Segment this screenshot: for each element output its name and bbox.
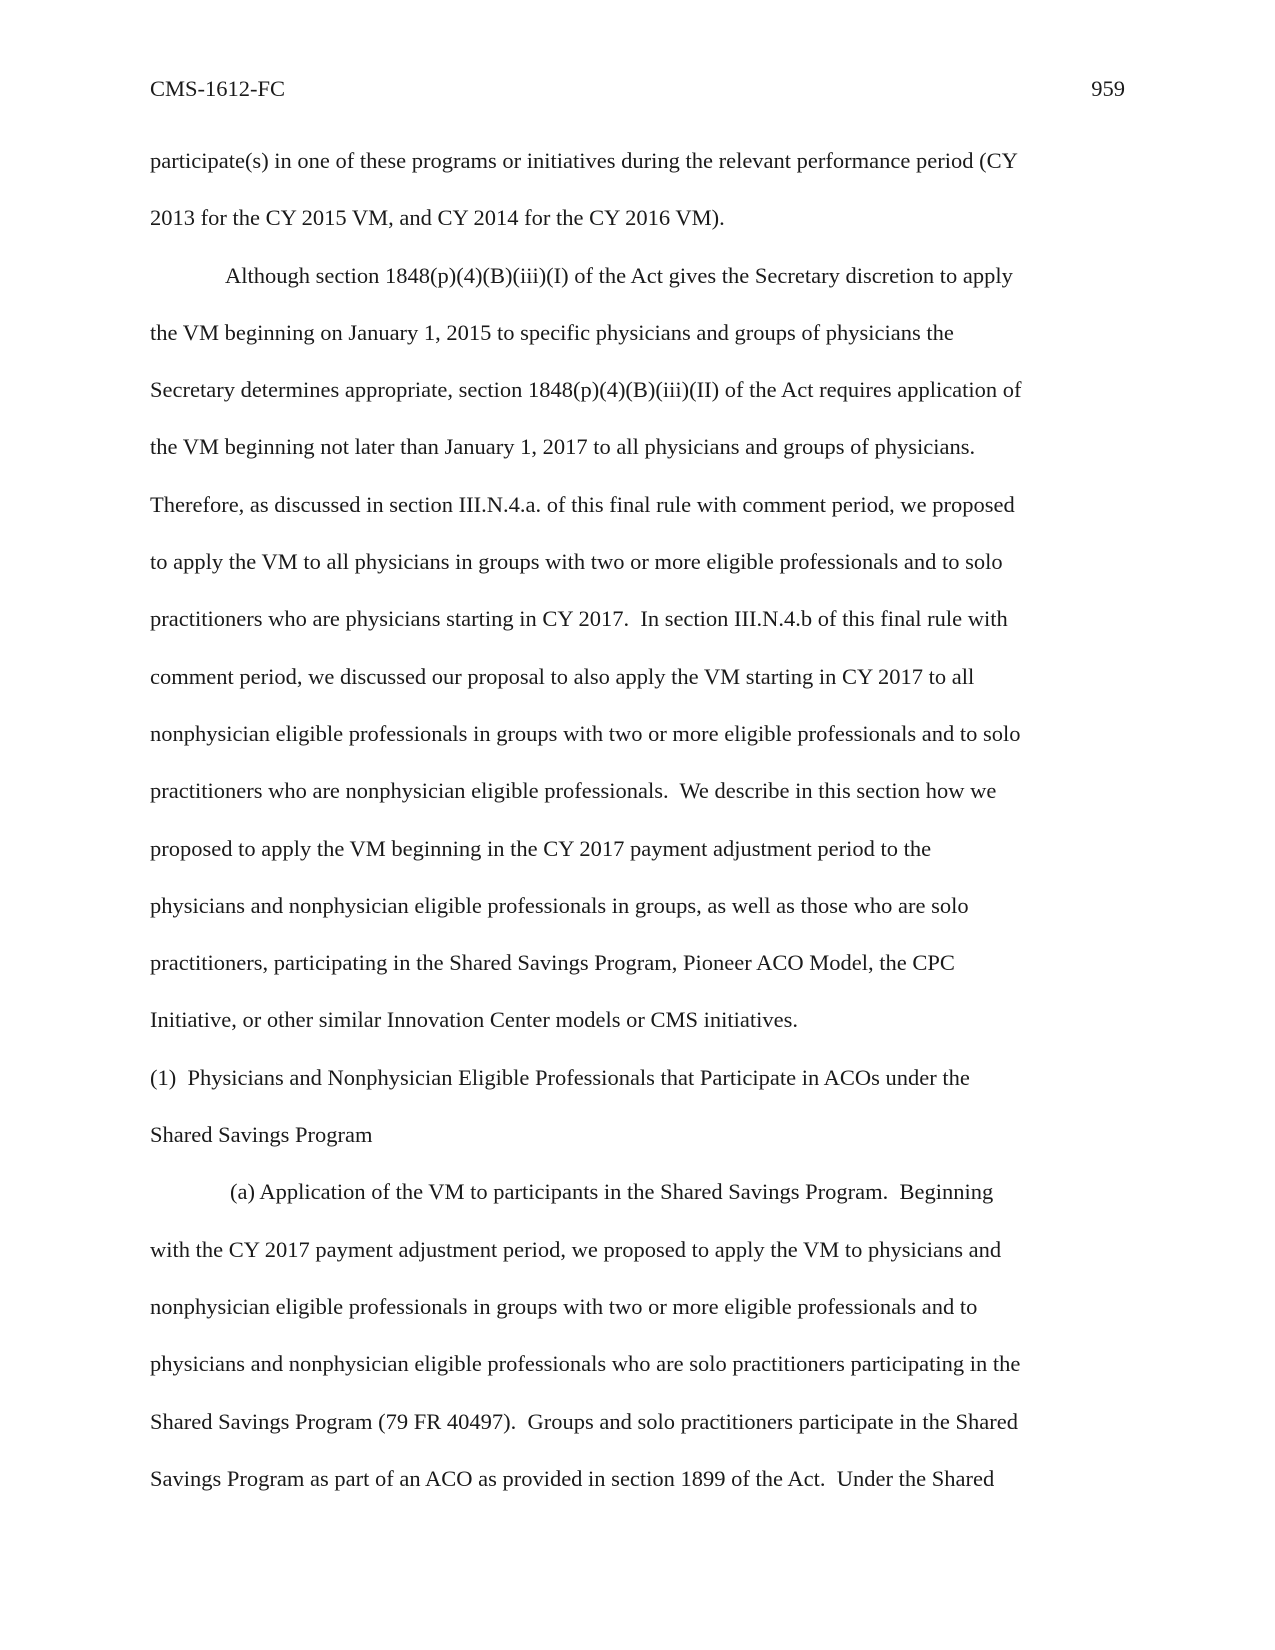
text-line: practitioners who are nonphysician eligible professionals. We describe in this section how we <box>150 778 997 804</box>
section-heading-line: (1) Physicians and Nonphysician Eligible Professionals that Participate in ACOs under the <box>150 1064 970 1090</box>
text-line: Secretary determines appropriate, section 1848(p)(4)(B)(iii)(II) of the Act requires application of <box>150 377 1022 403</box>
text-line: to apply the VM to all physicians in groups with two or more eligible professionals and to solo <box>150 549 1003 575</box>
text-line: practitioners who are physicians starting in CY 2017. In section III.N.4.b of this final rule with <box>150 606 1008 632</box>
text-line: with the CY 2017 payment adjustment period, we proposed to apply the VM to physicians and <box>150 1236 1002 1262</box>
text-line: physicians and nonphysician eligible professionals in groups, as well as those who are solo <box>150 892 969 918</box>
section-heading-line: Shared Savings Program <box>150 1122 373 1148</box>
page-number: 959 <box>1091 76 1125 101</box>
text-line: practitioners, participating in the Shared Savings Program, Pioneer ACO Model, the CPC <box>150 950 955 976</box>
text-line: physicians and nonphysician eligible professionals who are solo practitioners participating in the <box>150 1351 1021 1377</box>
text-line: Savings Program as part of an ACO as provided in section 1899 of the Act. Under the Shared <box>150 1465 995 1491</box>
text-line: proposed to apply the VM beginning in the CY 2017 payment adjustment period to the <box>150 835 932 861</box>
text-line: comment period, we discussed our proposal to also apply the VM starting in CY 2017 to all <box>150 663 975 689</box>
text-line: Therefore, as discussed in section III.N.4.a. of this final rule with comment period, we proposed <box>150 491 1015 517</box>
paragraph-first-line: (a) Application of the VM to participants in the Shared Savings Program. Beginning <box>230 1179 994 1205</box>
document-id: CMS-1612-FC <box>150 76 286 101</box>
text-line: Shared Savings Program (79 FR 40497). Groups and solo practitioners participate in the Shared <box>150 1408 1018 1434</box>
paragraph-first-line: Although section 1848(p)(4)(B)(iii)(I) of the Act gives the Secretary discretion to apply <box>225 262 1013 288</box>
text-line: nonphysician eligible professionals in groups with two or more eligible professionals and to solo <box>150 720 1021 746</box>
text-line: Initiative, or other similar Innovation Center models or CMS initiatives. <box>150 1007 799 1033</box>
text-line: nonphysician eligible professionals in groups with two or more eligible professionals and to <box>150 1293 978 1319</box>
text-line: 2013 for the CY 2015 VM, and CY 2014 for the CY 2016 VM). <box>150 205 725 231</box>
text-line: the VM beginning on January 1, 2015 to specific physicians and groups of physicians the <box>150 319 954 345</box>
body-text <box>150 148 1125 1523</box>
text-line: the VM beginning not later than January 1, 2017 to all physicians and groups of physicians. <box>150 434 976 460</box>
text-line: participate(s) in one of these programs or initiatives during the relevant performance period (CY <box>150 148 1018 173</box>
